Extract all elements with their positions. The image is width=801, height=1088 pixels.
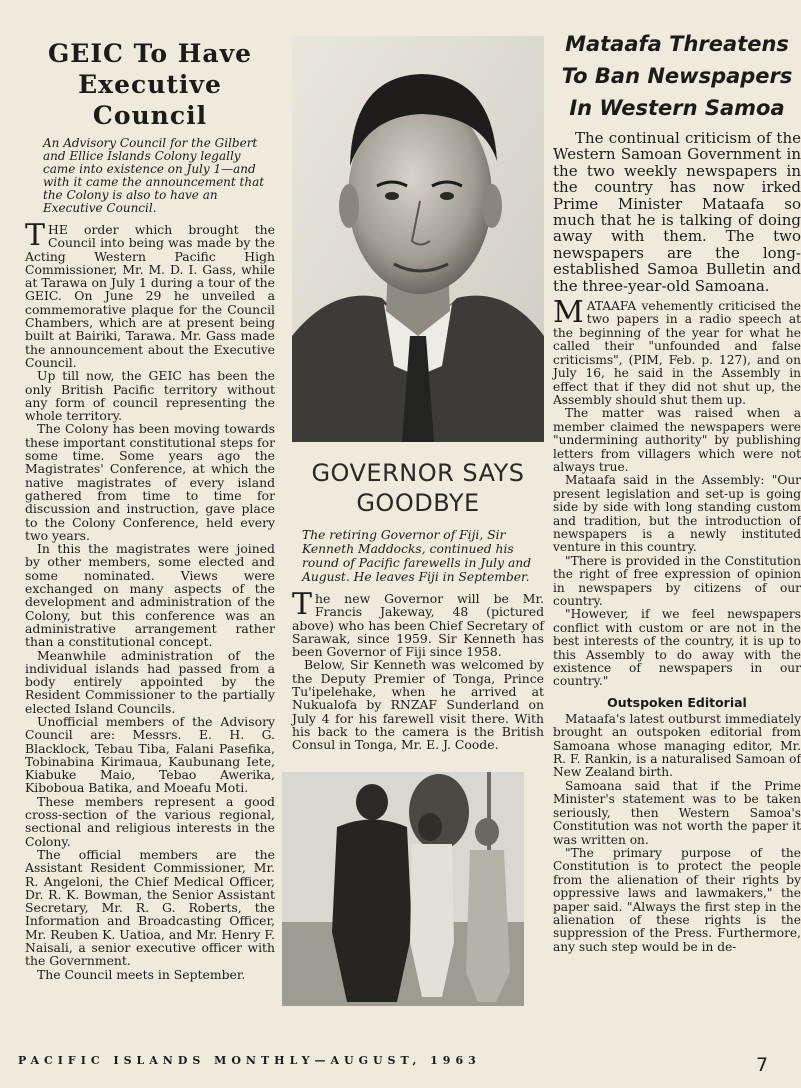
mataafa-article (553, 28, 801, 954)
governor-body (292, 587, 544, 753)
geic-paragraph: The Council meets in September. (37, 966, 246, 982)
mataafa-paragraph: The matter was raised when a member claimed the newspapers were "undermining authority" by publishing letters from villagers which were not always true. (553, 406, 801, 474)
geic-article (25, 30, 275, 981)
mataafa-paragraph: "However, if we feel newspapers conflict with custom or are not in the best interests of the country, it is up to this Assembly to do away with the existence of newspapers in our country." (553, 607, 801, 689)
geic-dek: An Advisory Council for the Gilbert and Ellice Islands Colony legally came into existence on July 1—and with it came the announcement that the Colony is also to have an Executive Council. (43, 136, 265, 215)
governor-article (292, 30, 544, 1006)
mataafa-lead: The continual criticism of the Western Samoan Government in the two weekly newspapers in the country has now irked Prime Minister Mataafa so much that he is talking of doing away with them. The two newspapers are the long-established Samoa Bulletin and the three-year-old Samoana. (553, 129, 801, 295)
mataafa-paragraph: Samoana said that if the Prime Minister's statement was to be taken seriously, then Western Samoa's Constitution was not worth the paper it was written on. (553, 778, 801, 847)
geic-headline: GEIC To Have Executive Council (47, 39, 253, 130)
mataafa-paragraph (553, 295, 801, 407)
governor-paragraph-text: he new Governor will be Mr. Francis Jakeway, 48 (pictured above) who has been Chief Secretary of Sarawak, since 1959. Sir Kenneth has been Governor of Fiji since 1958. (292, 591, 544, 660)
portrait-illustration (292, 36, 544, 442)
welcome-photo (282, 772, 524, 1006)
mataafa-body (553, 295, 801, 689)
governor-dek: The retiring Governor of Fiji, Sir Kenneth Maddocks, continued his round of Pacific farewells in July and August. He leaves Fiji in September. (302, 528, 532, 584)
governor-paragraph: Below, Sir Kenneth was welcomed by the Deputy Premier of Tonga, Prince Tu'ipelehake, when he arrived at Nukualofa by RNZAF Sunderland on July 4 for his farewell visit there. With his back to the camera is the British Consul in Tonga, Mr. E. J. Coode. (292, 657, 544, 753)
geic-paragraph-text: HE order which brought the Council into being was made by the Acting Western Pacific High Commissioner, Mr. M. D. I. Gass, while at Tarawa on July 1 during a tour of the GEIC. On June 29 he unveiled a commemorative plaque for the Council Chambers, which are at present being built at Bairiki, Tarawa. Mr. Gass made the announcement about the Executive Council. (25, 222, 275, 370)
page-number: 7 (756, 1054, 769, 1076)
mataafa-headline-line: To Ban Newspapers (561, 64, 793, 88)
geic-paragraph: These members represent a good cross-section of the various regional, sectional and religious interests in the Colony. (25, 793, 275, 849)
portrait-photo (292, 36, 544, 442)
geic-paragraph: Meanwhile administration of the individual islands had passed from a body entirely appointed by the Resident Commissioner to the partially elected Island Councils. (25, 647, 275, 716)
mataafa-subhead: Outspoken Editorial (607, 694, 747, 710)
mataafa-paragraph: Mataafa's latest outburst immediately brought an outspoken editorial from Samoana whose managing editor, Mr. R. F. Rankin, is a naturalised Samoan of New Zealand birth. (553, 711, 801, 780)
geic-paragraph: The official members are the Assistant Resident Commissioner, Mr. R. Angeloni, the Chief Medical Officer, Dr. R. K. Bowman, the Senior Assistant Secretary, Mr. R. G. Roberts, the Information and Broadcasting Officer, Mr. Reuben K. Uatioa, and Mr. Henry F. Naisali, a senior executive officer with the Government. (25, 846, 275, 969)
mataafa-dropcap: M (553, 295, 584, 331)
governor-paragraph (292, 587, 544, 660)
mataafa-paragraph-text: ATAAFA vehemently criticised the two papers in a radio speech at the beginning of the year for what he called their "unfounded and false criticisms", (PIM, Feb. p. 127), and on July 16, he said in the Assembly in effect that if they did not shut up, the Assembly should shut them up. (553, 299, 801, 407)
mataafa-headline (553, 28, 801, 124)
governor-dropcap: T (292, 587, 313, 622)
mataafa-paragraph: Mataafa said in the Assembly: "Our present legislation and set-up is going side by side with long standing custom and tradition, but the introduction of newspapers is a newly instituted venture in this country. (553, 473, 801, 555)
mataafa-paragraph: "There is provided in the Constitution the right of free expression of opinion in newspapers by citizens of our country. (553, 553, 801, 608)
geic-paragraph: The Colony has been moving towards these important constitutional steps for some time. Some years ago the Magistrates' Conference, at which the native magistrates of every island gathered from time to time for discussion and instruction, gave place to the Colony Conference, held every two years. (25, 421, 275, 543)
mataafa-headline-line: Mataafa Threatens (565, 32, 789, 56)
geic-paragraph: Unofficial members of the Advisory Council are: Messrs. E. H. G. Blacklock, Tebau Tiba, Falani Pasefika, Tobinabina Kirimaua, Kaubunang Iete, Kiabuke Maio, Tebao Awerika, Kiboboua Batika, and Moeafu Moti. (25, 713, 275, 796)
geic-dropcap: T (25, 218, 46, 253)
mataafa-body-continued (553, 713, 801, 954)
mataafa-headline-line: In Western Samoa (569, 96, 785, 120)
geic-body (25, 218, 275, 982)
mataafa-paragraph: "The primary purpose of the Constitution is to protect the people from the alienation of their rights by oppressive laws and lawmakers," the paper said. "Always the first step in the alienation of these rights is the suppression of the Press. Furthermore, any such step would be in de- (553, 845, 801, 954)
geic-paragraph: Up till now, the GEIC has been the only British Pacific territory without any form of council representing the whole territory. (25, 368, 275, 424)
geic-paragraph (25, 218, 275, 370)
governor-headline: GOVERNOR SAYS GOODBYE (311, 459, 525, 517)
geic-paragraph: In this the magistrates were joined by other members, some elected and some nominated. Views were exchanged on many aspects of the development and administration of the Colony, but this conference was an administrative arrangement rather than a constitutional concept. (25, 541, 275, 650)
welcome-illustration (282, 772, 524, 1006)
page-footer: PACIFIC ISLANDS MONTHLY—AUGUST, 1963 (18, 1054, 481, 1067)
